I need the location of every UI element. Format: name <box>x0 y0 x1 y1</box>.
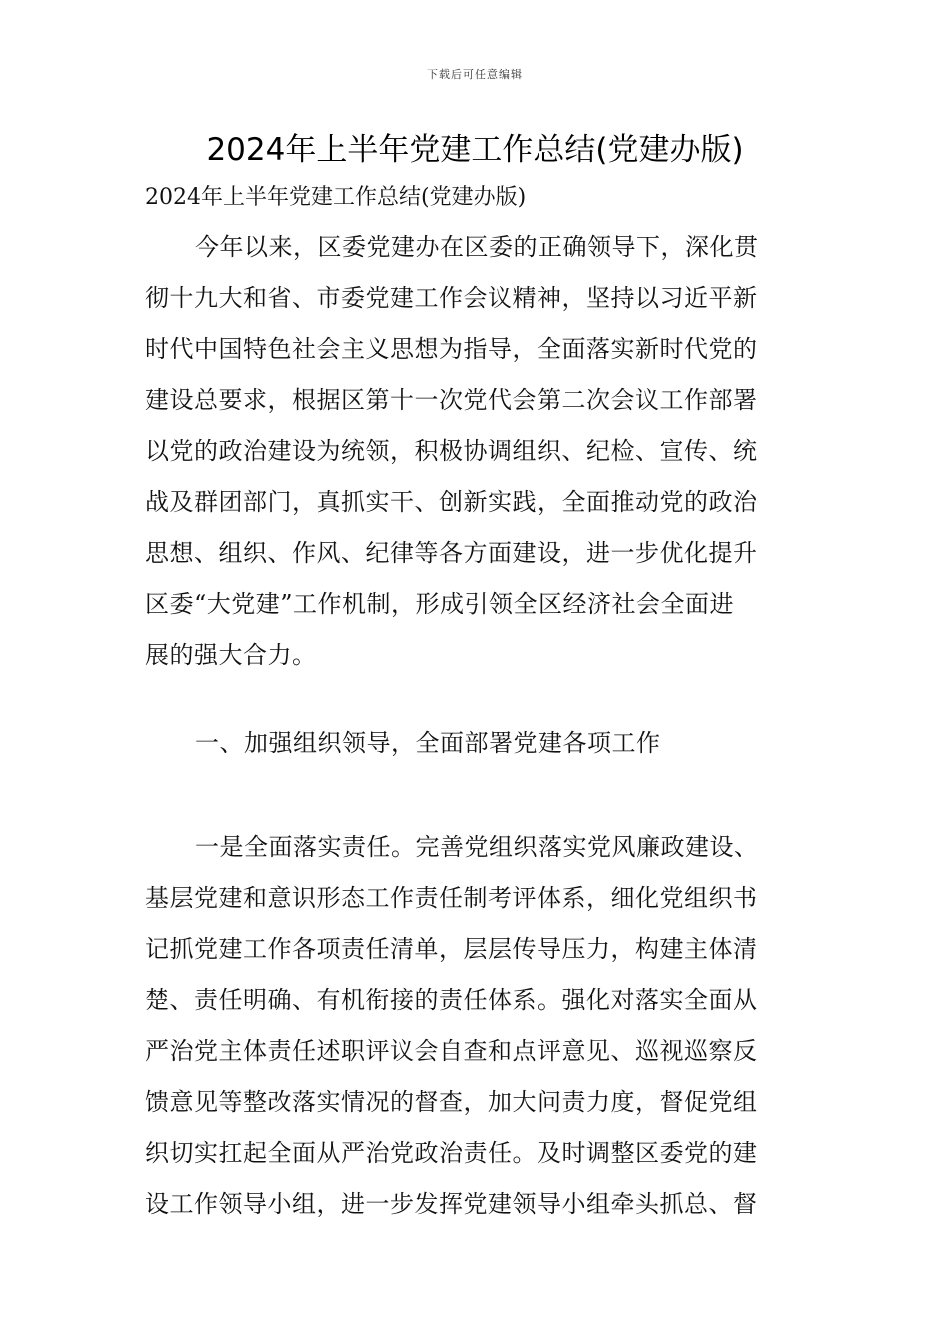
document-subtitle: 2024年上半年党建工作总结(党建办版) <box>145 185 527 210</box>
paragraph-line: 织切实扛起全面从严治党政治责任。及时调整区委党的建 <box>145 1139 758 1167</box>
paragraph-line: 馈意见等整改落实情况的督查，加大问责力度，督促党组 <box>145 1088 758 1116</box>
paragraph-line: 彻十九大和省、市委党建工作会议精神，坚持以习近平新 <box>145 284 758 312</box>
paragraph-line: 设工作领导小组，进一步发挥党建领导小组牵头抓总、督 <box>145 1190 758 1218</box>
paragraph-line: 今年以来，区委党建办在区委的正确领导下，深化贯 <box>195 233 759 261</box>
paragraph-line: 一是全面落实责任。完善党组织落实党风廉政建设、 <box>195 833 759 861</box>
paragraph-line: 记抓党建工作各项责任清单，层层传导压力，构建主体清 <box>145 935 758 963</box>
paragraph-line: 战及群团部门，真抓实干、创新实践，全面推动党的政治 <box>145 488 758 516</box>
section-heading <box>145 718 810 769</box>
paragraph-line: 基层党建和意识形态工作责任制考评体系，细化党组织书 <box>145 884 758 912</box>
paragraph-line: 以党的政治建设为统领，积极协调组织、纪检、宣传、统 <box>145 437 758 465</box>
paragraph-line: 楚、责任明确、有机衔接的责任体系。强化对落实全面从 <box>145 986 758 1014</box>
paragraph-line: 思想、组织、作风、纪律等各方面建设，进一步优化提升 <box>145 539 758 567</box>
paragraph-line: 时代中国特色社会主义思想为指导，全面落实新时代党的 <box>145 335 758 363</box>
paragraph-line: 严治党主体责任述职评议会自查和点评意见、巡视巡察反 <box>145 1037 758 1065</box>
section1-paragraph <box>145 822 810 1230</box>
header-note: 下载后可任意编辑 <box>427 68 523 81</box>
paragraph-line: 建设总要求，根据区第十一次党代会第二次会议工作部署 <box>145 386 758 414</box>
document-title: 2024年上半年党建工作总结(党建办版) <box>206 132 744 168</box>
paragraph-line: 展的强大合力。 <box>145 641 317 669</box>
intro-paragraph <box>145 222 810 681</box>
section-heading-text: 一、加强组织领导，全面部署党建各项工作 <box>195 729 661 757</box>
paragraph-line: 区委“大党建”工作机制，形成引领全区经济社会全面进 <box>145 590 735 618</box>
